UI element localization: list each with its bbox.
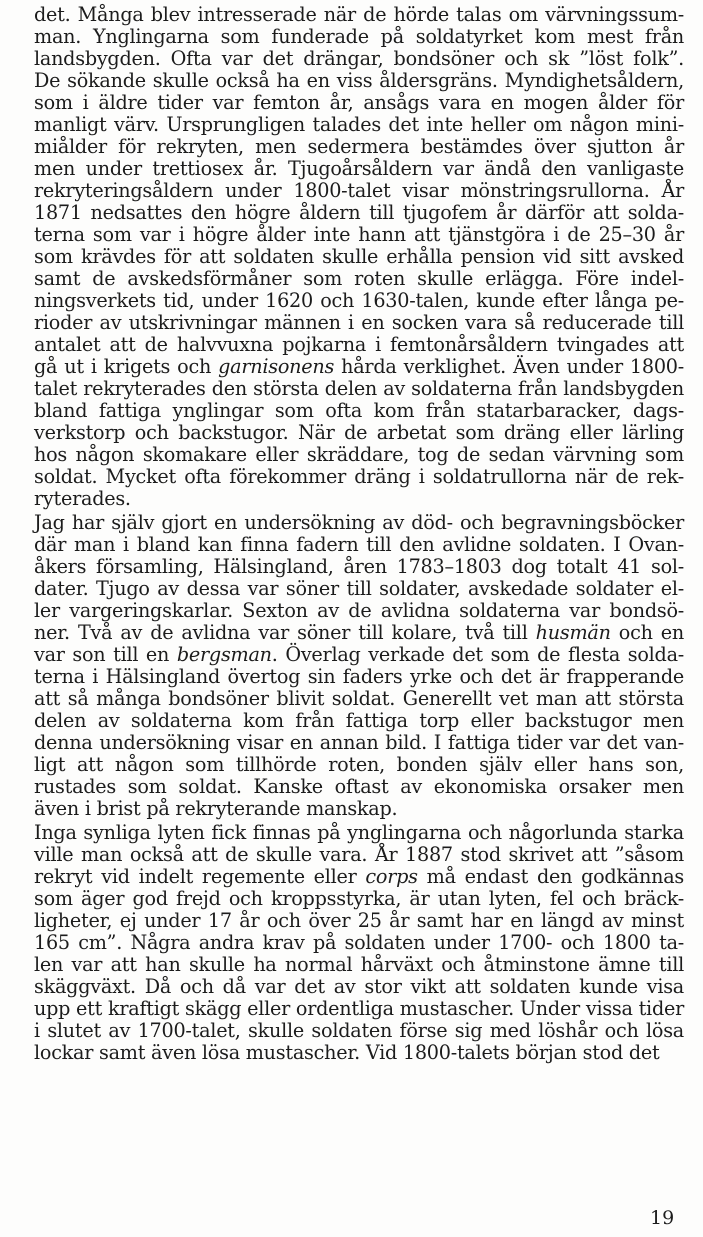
text-line: lockar samt även lösa mustascher. Vid 1800-talets början stod det	[34, 1041, 660, 1064]
text-line: manligt värv. Ursprungligen talades det inte heller om någon mini-	[34, 113, 684, 136]
text-line: som krävdes för att soldaten skulle erhålla pension vid sitt avsked	[34, 245, 684, 268]
text-line: rustades som soldat. Kanske oftast av ekonomiska orsaker men	[34, 775, 684, 798]
text-line: De sökande skulle också ha en viss åldersgräns. Myndighetsåldern,	[34, 69, 684, 92]
text-line: upp ett kraftigt skägg eller ordentliga mustascher. Under vissa tider	[34, 997, 684, 1020]
page-number: 19	[650, 1207, 675, 1229]
text-line: åkers församling, Hälsingland, åren 1783–1803 dog totalt 41 sol-	[34, 555, 684, 578]
text-line: ville man också att de skulle vara. År 1887 stod skrivet att ”såsom	[34, 843, 684, 866]
text-line: 1871 nedsattes den högre åldern till tjugofem år därför att solda-	[34, 201, 684, 224]
text-line: man. Ynglingarna som funderade på soldatyrket kom mest från	[34, 25, 684, 48]
text-line: hos någon skomakare eller skräddare, tog de sedan värvning som	[34, 443, 684, 466]
text-line: Inga synliga lyten fick finnas på ynglingarna och någorlunda starka	[34, 821, 684, 844]
text-line: ningsverkets tid, under 1620 och 1630-talen, kunde efter långa pe-	[34, 289, 684, 312]
text-line: även i brist på rekryterande manskap.	[34, 797, 398, 820]
text-line: ligt att någon som tillhörde roten, bonden själv eller hans son,	[34, 753, 684, 776]
text-line: i slutet av 1700-talet, skulle soldaten förse sig med löshår och lösa	[34, 1019, 684, 1042]
text-line: verkstorp och backstugor. När de arbetat som dräng eller lärling	[34, 421, 684, 444]
text-line: som äger god frejd och kroppsstyrka, är utan lyten, fel och bräck-	[34, 887, 684, 910]
text-line: ler vargeringskarlar. Sexton av de avlidna soldaterna var bondsö-	[34, 599, 684, 622]
text-line: rekryt vid indelt regemente eller corps må endast den godkännas	[34, 865, 684, 888]
paragraph-recruitment-age	[34, 4, 684, 510]
text-line: terna som var i högre ålder inte hann att tjänstgöra i de 25–30 år	[34, 223, 684, 246]
text-line: samt de avskedsförmåner som roten skulle erlägga. Före indel-	[34, 267, 684, 290]
text-line: rekryteringsåldern under 1800-talet visar mönstringsrullorna. År	[34, 179, 684, 202]
text-line: bland fattiga ynglingar som ofta kom från statarbaracker, dags-	[34, 399, 684, 422]
text-line: skäggväxt. Då och då var det av stor vikt att soldaten kunde visa	[34, 975, 684, 998]
text-line: som i äldre tider var femton år, ansågs vara en mogen ålder för	[34, 91, 684, 114]
text-line: ner. Två av de avlidna var söner till kolare, två till husmän och en	[34, 621, 684, 644]
text-line: landsbygden. Ofta var det drängar, bondsöner och sk ”löst folk”.	[34, 47, 684, 70]
text-line: rioder av utskrivningar männen i en socken vara så reducerade till	[34, 311, 684, 334]
text-line: len var att han skulle ha normal hårväxt och åtminstone ämne till	[34, 953, 684, 976]
text-line: var son till en bergsman. Överlag verkade det som de flesta solda-	[34, 643, 685, 666]
text-line: det. Många blev intresserade när de hörde talas om värvningssum-	[34, 3, 684, 26]
body-text	[34, 4, 684, 1064]
text-line: terna i Hälsingland övertog sin faders yrke och det är frapperande	[34, 665, 684, 688]
text-line: soldat. Mycket ofta förekommer dräng i soldatrullorna när de rek-	[34, 465, 684, 488]
text-line: talet rekryterades den största delen av soldaterna från landsbygden	[34, 377, 684, 400]
text-line: denna undersökning visar en annan bild. I fattiga tider var det van-	[34, 731, 684, 754]
text-line: Jag har själv gjort en undersökning av död- och begravningsböcker	[34, 511, 684, 534]
text-line: antalet att de halvvuxna pojkarna i femtonårsåldern tvingades att	[34, 333, 684, 356]
text-line: dater. Tjugo av dessa var söner till soldater, avskedade soldater el-	[34, 577, 684, 600]
text-line: gå ut i krigets och garnisonens hårda verklighet. Även under 1800-	[34, 355, 684, 378]
text-line: där man i bland kan finna fadern till den avlidne soldaten. I Ovan-	[34, 533, 684, 556]
paragraph-death-records-study	[34, 512, 684, 820]
text-line: 165 cm”. Några andra krav på soldaten under 1700- och 1800 ta-	[34, 931, 684, 954]
text-line: miålder för rekryten, men sedermera bestämdes över sjutton år	[34, 135, 684, 158]
paragraph-physical-requirements	[34, 822, 684, 1064]
text-line: att så många bondsöner blivit soldat. Generellt vet man att största	[34, 687, 684, 710]
text-line: men under trettiosex år. Tjugoårsåldern var ändå den vanligaste	[34, 157, 684, 180]
text-line: delen av soldaterna kom från fattiga torp eller backstugor men	[34, 709, 684, 732]
text-line: ryterades.	[34, 487, 131, 510]
text-line: ligheter, ej under 17 år och över 25 år samt har en längd av minst	[34, 909, 684, 932]
